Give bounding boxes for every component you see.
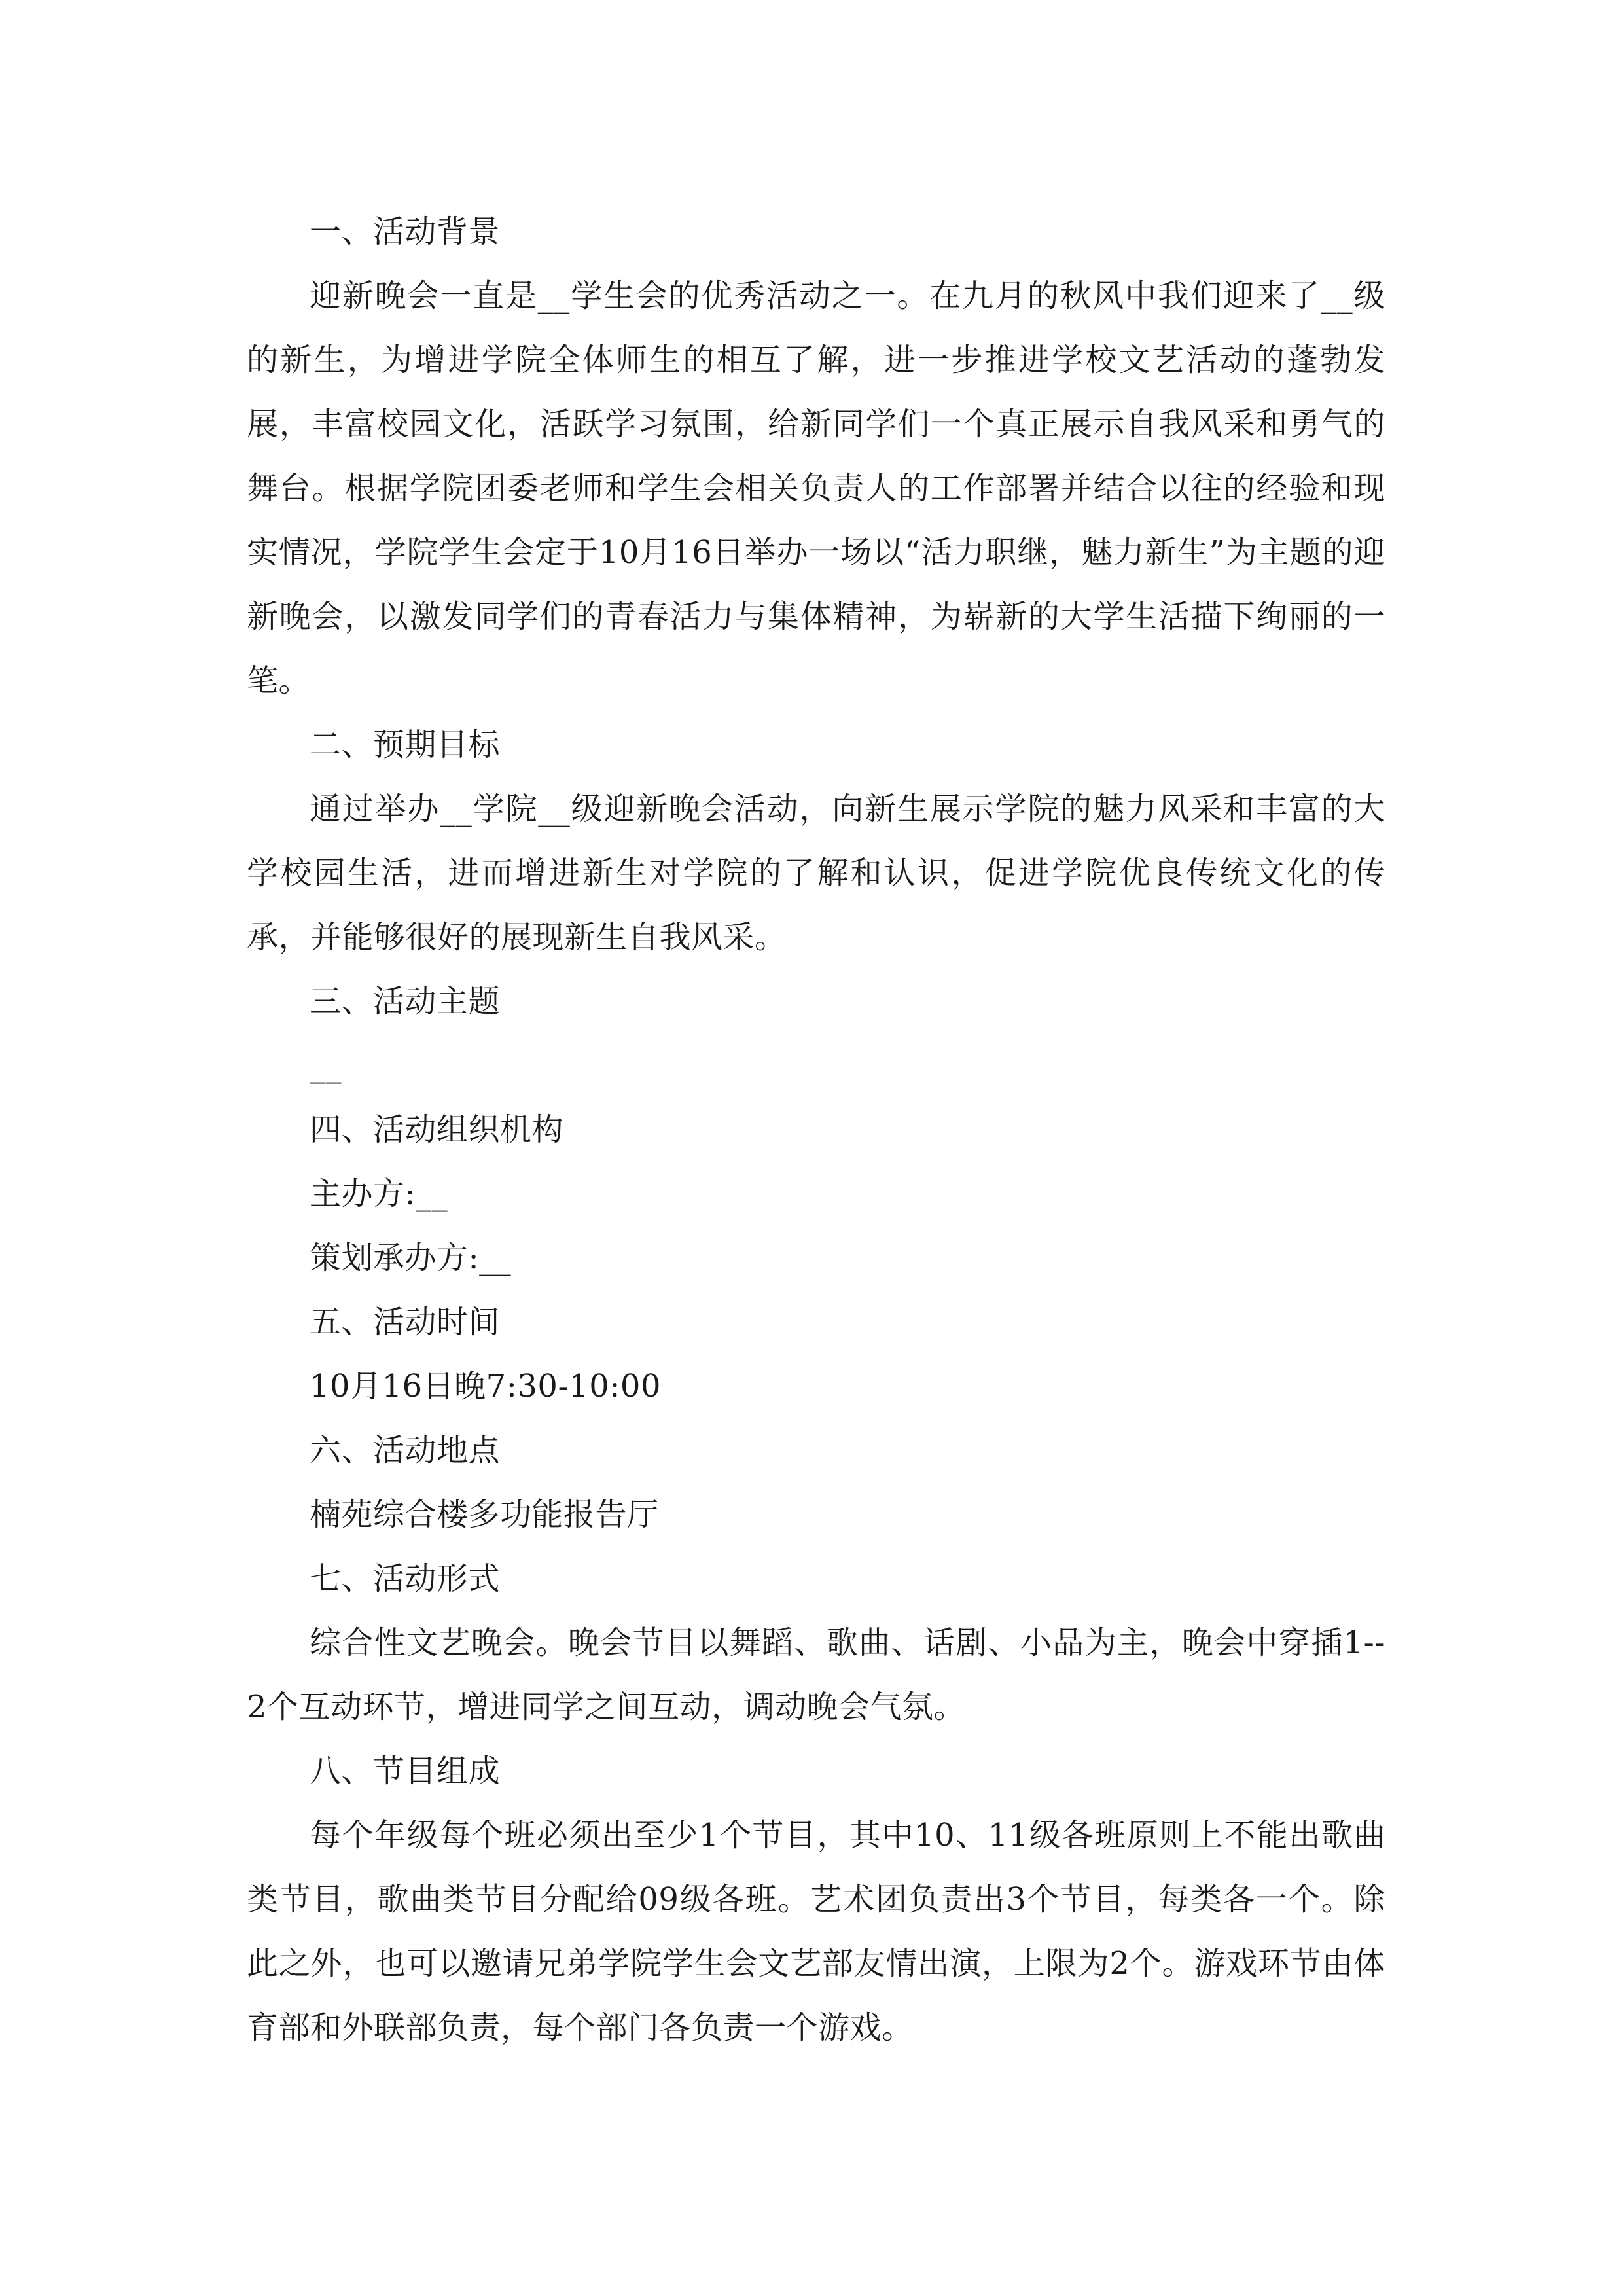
paragraph-format: 综合性文艺晚会。晚会节目以舞蹈、歌曲、话剧、小品为主，晚会中穿插1--2个互动环节，增进同学之间互动，调动晚会气氛。 [247, 1624, 1385, 1725]
paragraph-program: 每个年级每个班必须出至少1个节目，其中10、11级各班原则上不能出歌曲类节目，歌曲类节目分配给09级各班。艺术团负责出3个节目，每类各一个。除此之外，也可以邀请兄弟学院学生会文艺部友情出演，上限为2个。游戏环节由体育部和外联部负责，每个部门各负责一个游戏。 [247, 1817, 1385, 2046]
section-heading-location: 六、活动地点 [310, 1432, 501, 1469]
section-heading-time: 五、活动时间 [310, 1304, 501, 1340]
section-heading-program: 八、节目组成 [310, 1753, 501, 1789]
section-heading-background: 一、活动背景 [310, 213, 501, 250]
section-heading-format: 七、活动形式 [310, 1560, 501, 1597]
section-heading-theme: 三、活动主题 [310, 983, 501, 1020]
paragraph-theme: __ [310, 1047, 342, 1084]
paragraph-goals: 通过举办__学院__级迎新晚会活动，向新生展示学院的魅力风采和丰富的大学校园生活，进而增进新生对学院的了解和认识，促进学院优良传统文化的传承，并能够很好的展现新生自我风采。 [247, 791, 1385, 956]
document-body [247, 200, 1385, 2060]
paragraph-organizer: 策划承办方:__ [310, 1240, 512, 1276]
paragraph-location: 楠苑综合楼多功能报告厅 [310, 1496, 659, 1533]
paragraph-time: 10月16日晚7:30-10:00 [310, 1368, 661, 1405]
paragraph-host: 主办方:__ [310, 1175, 448, 1212]
paragraph-background: 迎新晚会一直是__学生会的优秀活动之一。在九月的秋风中我们迎来了__级的新生，为增进学院全体师生的相互了解，进一步推进学校文艺活动的蓬勃发展，丰富校园文化，活跃学习氛围，给新同学们一个真正展示自我风采和勇气的舞台。根据学院团委老师和学生会相关负责人的工作部署并结合以往的经验和现实情况，学院学生会定于10月16日举办一场以“活力职继，魅力新生”为主题的迎新晚会，以激发同学们的青春活力与集体精神，为崭新的大学生活描下绚丽的一笔。 [247, 278, 1385, 699]
section-heading-organization: 四、活动组织机构 [310, 1111, 564, 1148]
section-heading-goals: 二、预期目标 [310, 726, 501, 763]
